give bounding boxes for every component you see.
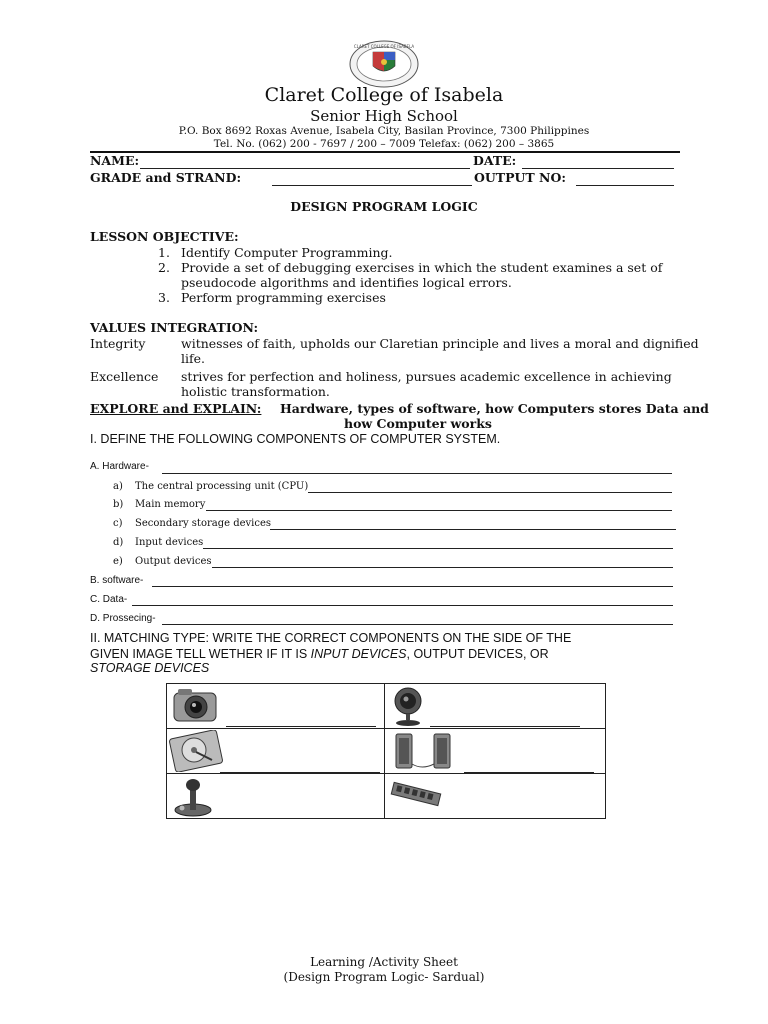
sub-item-label: Output devices: [135, 556, 212, 567]
part2-heading: II. MATCHING TYPE: WRITE THE CORRECT COMPONENTS ON THE SIDE OF THE: [90, 631, 572, 645]
explore-label: EXPLORE and EXPLAIN:: [90, 401, 262, 416]
objective-num: 3.: [158, 290, 170, 305]
sub-item-label: Main memory: [135, 499, 206, 510]
part2-heading-text: GIVEN IMAGE TELL WETHER IF IT IS: [90, 647, 311, 661]
grade-strand-label: GRADE and STRAND:: [90, 170, 242, 185]
memory-stick-icon: [388, 780, 444, 810]
value-description: life.: [181, 351, 205, 366]
output-no-field[interactable]: [576, 185, 674, 186]
hardware-label: A. Hardware-: [90, 461, 149, 472]
sub-item-letter: e): [113, 556, 123, 567]
explore-topic: Hardware, types of software, how Computers stores Data and: [280, 401, 709, 416]
school-contact: Tel. No. (062) 200 - 7697 / 200 – 7009 Telefax: (062) 200 – 3865: [213, 138, 555, 150]
sub-item-letter: a): [113, 481, 123, 492]
answer-line-webcam[interactable]: [430, 726, 580, 727]
storage-answer-line[interactable]: [270, 529, 676, 530]
sub-item-label: Input devices: [135, 537, 204, 548]
objective-item: Perform programming exercises: [181, 290, 386, 305]
answer-line-hard-drive[interactable]: [220, 772, 380, 773]
input-devices-answer-line[interactable]: [203, 548, 673, 549]
sub-item-letter: d): [113, 537, 124, 548]
part2-heading: [90, 647, 549, 661]
school-seal-logo: [349, 40, 419, 88]
objective-num: 2.: [158, 260, 170, 275]
value-description: witnesses of faith, upholds our Claretian principle and lives a moral and dignified: [181, 336, 699, 351]
answer-line-camera[interactable]: [226, 726, 376, 727]
processing-label: D. Prossecing-: [90, 613, 156, 624]
name-field[interactable]: [140, 168, 470, 169]
joystick-icon: [170, 776, 216, 818]
date-label: DATE:: [473, 153, 517, 168]
camera-icon: [168, 685, 222, 725]
footer-subtitle: (Design Program Logic- Sardual): [283, 970, 485, 984]
header-divider: [90, 151, 680, 153]
value-description: holistic transformation.: [181, 384, 330, 399]
webcam-icon: [386, 685, 430, 727]
table-row-divider: [166, 728, 606, 729]
department-name: Senior High School: [310, 107, 458, 125]
data-label: C. Data-: [90, 594, 128, 605]
value-term: Excellence: [90, 369, 159, 384]
objective-item: pseudocode algorithms and identifies logical errors.: [181, 275, 512, 290]
value-description: strives for perfection and holiness, pursues academic excellence in achieving: [181, 369, 672, 384]
grade-strand-field[interactable]: [272, 185, 472, 186]
sub-item-label: The central processing unit (CPU): [135, 481, 309, 492]
output-no-label: OUTPUT NO:: [474, 170, 566, 185]
school-address: P.O. Box 8692 Roxas Avenue, Isabela City, Basilan Province, 7300 Philippines: [178, 125, 590, 137]
objective-item: Identify Computer Programming.: [181, 245, 393, 260]
hardware-answer-line[interactable]: [162, 473, 672, 474]
footer-title: Learning /Activity Sheet: [310, 955, 458, 969]
part1-heading: I. DEFINE THE FOLLOWING COMPONENTS OF COMPUTER SYSTEM.: [90, 432, 501, 446]
value-term: Integrity: [90, 336, 146, 351]
objective-heading: LESSON OBJECTIVE:: [90, 229, 239, 244]
sub-item-label: Secondary storage devices: [135, 518, 272, 529]
part2-heading-emphasis: STORAGE DEVICES: [90, 661, 210, 675]
page-title: DESIGN PROGRAM LOGIC: [290, 199, 478, 214]
table-col-divider: [384, 683, 385, 819]
main-memory-answer-line[interactable]: [206, 510, 672, 511]
cpu-answer-line[interactable]: [308, 492, 672, 493]
data-answer-line[interactable]: [132, 605, 673, 606]
speakers-icon: [392, 730, 464, 772]
values-heading: VALUES INTEGRATION:: [90, 320, 259, 335]
output-devices-answer-line[interactable]: [212, 567, 673, 568]
part2-heading-emphasis: INPUT DEVICES: [310, 647, 407, 661]
sub-item-letter: b): [113, 499, 124, 510]
part2-heading-text: , OUTPUT DEVICES, OR: [406, 647, 549, 661]
software-answer-line[interactable]: [152, 586, 673, 587]
school-name: Claret College of Isabela: [264, 84, 504, 106]
date-field[interactable]: [522, 168, 674, 169]
objective-num: 1.: [158, 245, 170, 260]
table-row-divider: [166, 773, 606, 774]
answer-line-speakers[interactable]: [464, 772, 594, 773]
objective-item: Provide a set of debugging exercises in which the student examines a set of: [181, 260, 663, 275]
hard-drive-icon: [168, 730, 224, 772]
processing-answer-line[interactable]: [162, 624, 673, 625]
name-label: NAME:: [90, 153, 140, 168]
svg-text:CLARET COLLEGE OF ISABELA: CLARET COLLEGE OF ISABELA: [353, 44, 415, 49]
explore-topic: how Computer works: [344, 416, 492, 431]
sub-item-letter: c): [113, 518, 123, 529]
software-label: B. software-: [90, 575, 144, 586]
